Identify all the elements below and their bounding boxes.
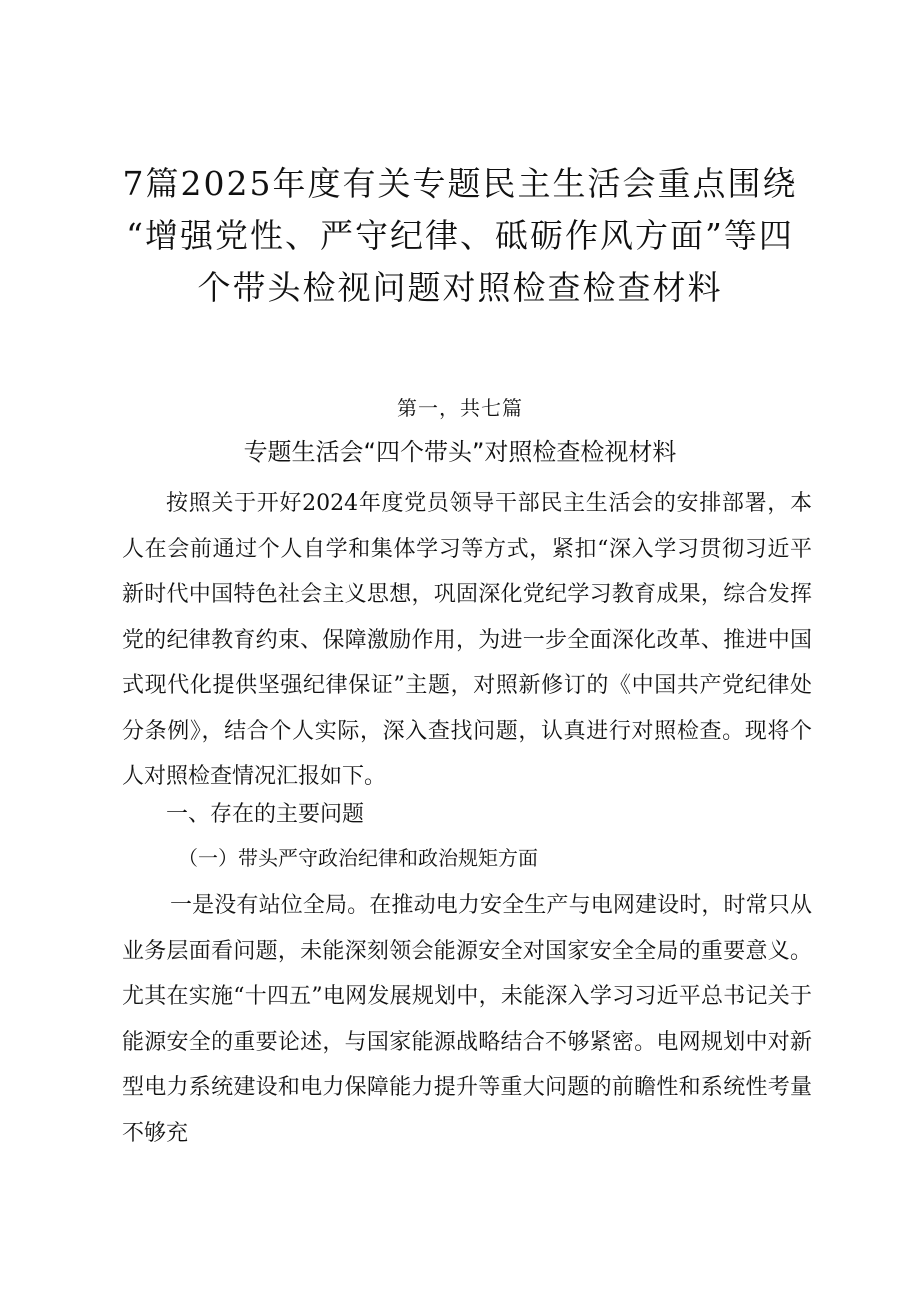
section-title: 专题生活会“四个带头”对照检查检视材料 [243,438,677,466]
intro-paragraph: 按照关于开好2024年度党员领导干部民主生活会的安排部署，本人在会前通过个人自学和集体学习等方式，紧扣“深入学习贯彻习近平新时代中国特色社会主义思想，巩固深化党纪学习教育成果，综合发挥党的纪律教育约束、保障激励作用，为进一步全面深化改革、推进中国式现代化提供坚强纪律保证”主题，对照新修订的《中国共产党纪律处分条例》，结合个人实际，深入查找问题，认真进行对照检查。现将个人对照检查情况汇报如下。 [122,491,812,789]
title-line-3: 个带头检视问题对照检查检查材料 [197,268,723,307]
document-title [80,158,840,314]
heading-level-1: 一、存在的主要问题 [166,802,365,827]
title-line-2: “增强党性、严守纪律、砥砺作风方面”等四 [126,216,794,255]
body-paragraph: 一是没有站位全局。在推动电力安全生产与电网建设时，时常只从业务层面看问题，未能深刻领会能源安全对国家安全全局的重要意义。尤其在实施“十四五”电网发展规划中，未能深入学习习近平总书记关于能源安全的重要论述，与国家能源战略结合不够紧密。电网规划中对新型电力系统建设和电力保障能力提升等重大问题的前瞻性和系统性考量不够充 [122,893,812,1146]
title-line-1: 7篇2025年度有关专题民主生活会重点围绕 [122,164,798,203]
section-label: 第一，共七篇 [397,396,523,420]
heading-level-2: （一）带头严守政治纪律和政治规矩方面 [178,846,538,870]
